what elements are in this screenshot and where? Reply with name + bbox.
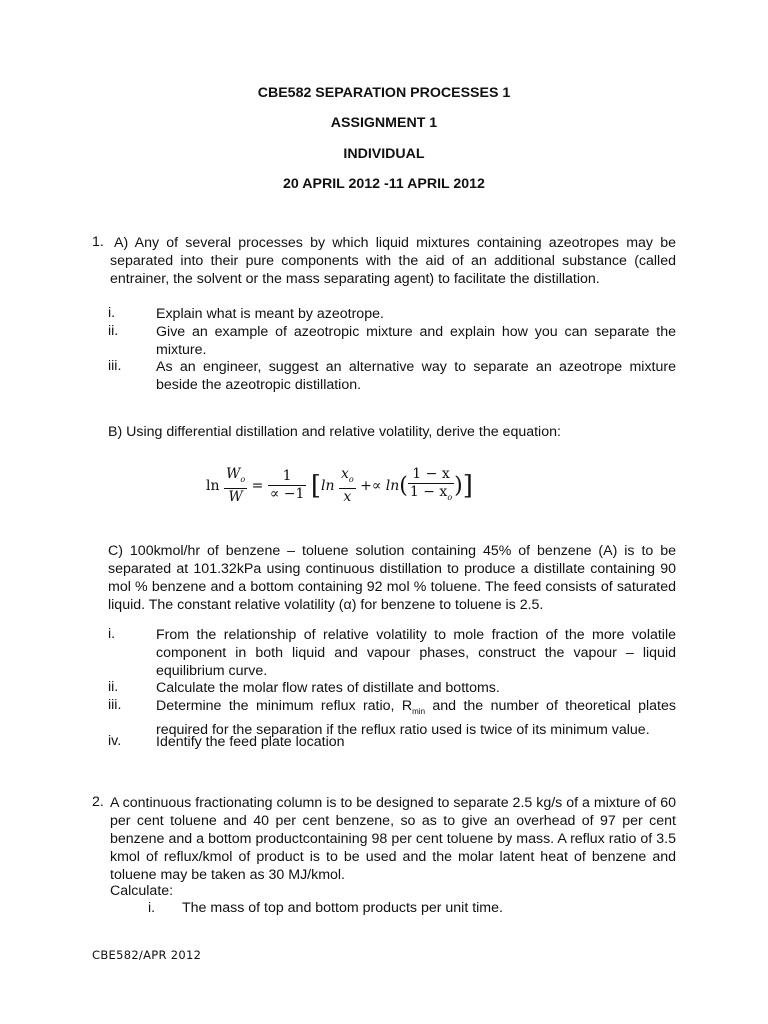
- item-number: iii.: [108, 358, 122, 374]
- differential-distillation-equation: ln $\frac{W_o}{W}$ = $\frac{1}{\propto -1}$ [ln $\frac{x_o}{x}$ +∝ ln( $\frac{1 - x}{1 - x_o}$ )]: [206, 466, 473, 505]
- eq-plus-alpha: +∝: [360, 477, 386, 494]
- q1a-item-3: [108, 358, 676, 394]
- item-text: Explain what is meant by azeotrope.: [156, 306, 384, 322]
- q1-partC-intro: C) 100kmol/hr of benzene – toluene solution containing 45% of benzene (A) is to be separated at 101.32kPa using continuous distillation to produce a distillate containing 90 mol % benzene and a bottom containing 92 mol % toluene. The feed consists of saturated liquid. The constant relative volatility (α) for benzene to toluene is 2.5.: [108, 543, 676, 613]
- eq-one-minus-fraction: [408, 466, 454, 506]
- item-number: iv.: [108, 733, 122, 749]
- eq-alpha-minus-one: ∝ −1: [269, 486, 305, 503]
- item-number: i.: [148, 900, 156, 916]
- eq-one-minus-x0: 1 − x: [409, 484, 448, 500]
- item-number: i.: [108, 626, 116, 642]
- q1a-item-2: [108, 323, 676, 359]
- q2-calculate: Calculate:: [110, 883, 174, 899]
- eq-x0-sub-2: o: [447, 492, 453, 502]
- eq-x-fraction: [339, 466, 356, 506]
- eq-x0: x: [340, 466, 349, 482]
- q2-text: A continuous fractionating column is to be designed to separate 2.5 kg/s of a mixture of 60 per cent toluene and 40 per cent benzene, so as to give an overhead of 97 per cent benzene and a bottom productcontaining 98 per cent toluene by mass. A reflux ratio of 3.5 kmol of reflux/kmol of product is to be used and the molar latent heat of benzene and toluene may be taken as 30 MJ/kmol.: [110, 795, 676, 883]
- course-title: CBE582 SEPARATION PROCESSES 1: [257, 85, 511, 101]
- eq-w: W: [228, 488, 243, 505]
- eq-ln-x: ln: [320, 477, 335, 494]
- q1-number: 1.: [92, 234, 104, 250]
- assignment-type: INDIVIDUAL: [343, 146, 425, 162]
- eq-w0-sub: o: [240, 474, 246, 484]
- q1-partA-intro: A) Any of several processes by which liquid mixtures containing azeotropes may be separated into their pure components with the aid of an additional substance (called entrainer, the solvent or the mass separating agent) to facilitate the distillation.: [110, 235, 676, 287]
- item-number: ii.: [108, 323, 119, 339]
- item-text: As an engineer, suggest an alternative way to separate an azeotrope mixture beside the azeotropic distillation.: [156, 359, 676, 393]
- item-text-post: and the number of theoretical plates required for the separation if the reflux ratio used is twice of its minimum value.: [156, 698, 676, 738]
- item-number: iii.: [108, 697, 122, 713]
- item-text-sub: min: [412, 706, 426, 716]
- eq-equals: =: [251, 477, 264, 494]
- q1-partB-intro: B) Using differential distillation and relative volatility, derive the equation:: [108, 424, 561, 440]
- eq-one-minus-x: 1 − x: [408, 466, 454, 484]
- eq-one: 1: [268, 468, 307, 486]
- eq-ln: ln: [206, 477, 220, 494]
- eq-w-fraction: [224, 466, 247, 506]
- item-text-pre: Determine the minimum reflux ratio, R: [156, 698, 413, 714]
- q2-number: 2.: [92, 794, 104, 810]
- item-number: i.: [108, 305, 116, 321]
- q1c-item-4: [108, 733, 676, 751]
- item-text: Identify the feed plate location: [156, 734, 345, 750]
- item-text: Give an example of azeotropic mixture and explain how you can separate the mixture.: [156, 324, 676, 358]
- eq-x0-sub: o: [348, 474, 354, 484]
- q1c-item-1: [108, 626, 676, 680]
- eq-x: x: [343, 488, 352, 505]
- eq-alpha-fraction: [268, 468, 307, 503]
- page-footer: CBE582/APR 2012: [92, 948, 202, 962]
- item-text: Calculate the molar flow rates of distillate and bottoms.: [156, 680, 500, 696]
- assignment-title: ASSIGNMENT 1: [330, 115, 438, 131]
- q2-item-1: [148, 900, 503, 916]
- eq-ln-2: ln: [385, 477, 400, 494]
- q1a-item-1: [108, 305, 676, 323]
- eq-w0: W: [225, 466, 241, 482]
- q1c-item-2: [108, 679, 676, 697]
- item-text: The mass of top and bottom products per unit time.: [182, 900, 503, 916]
- item-number: ii.: [108, 679, 119, 695]
- item-text: From the relationship of relative volatility to mole fraction of the more volatile component in both liquid and vapour phases, construct the vapour – liquid equilibrium curve.: [156, 627, 676, 679]
- assignment-dates: 20 APRIL 2012 -11 APRIL 2012: [283, 176, 485, 192]
